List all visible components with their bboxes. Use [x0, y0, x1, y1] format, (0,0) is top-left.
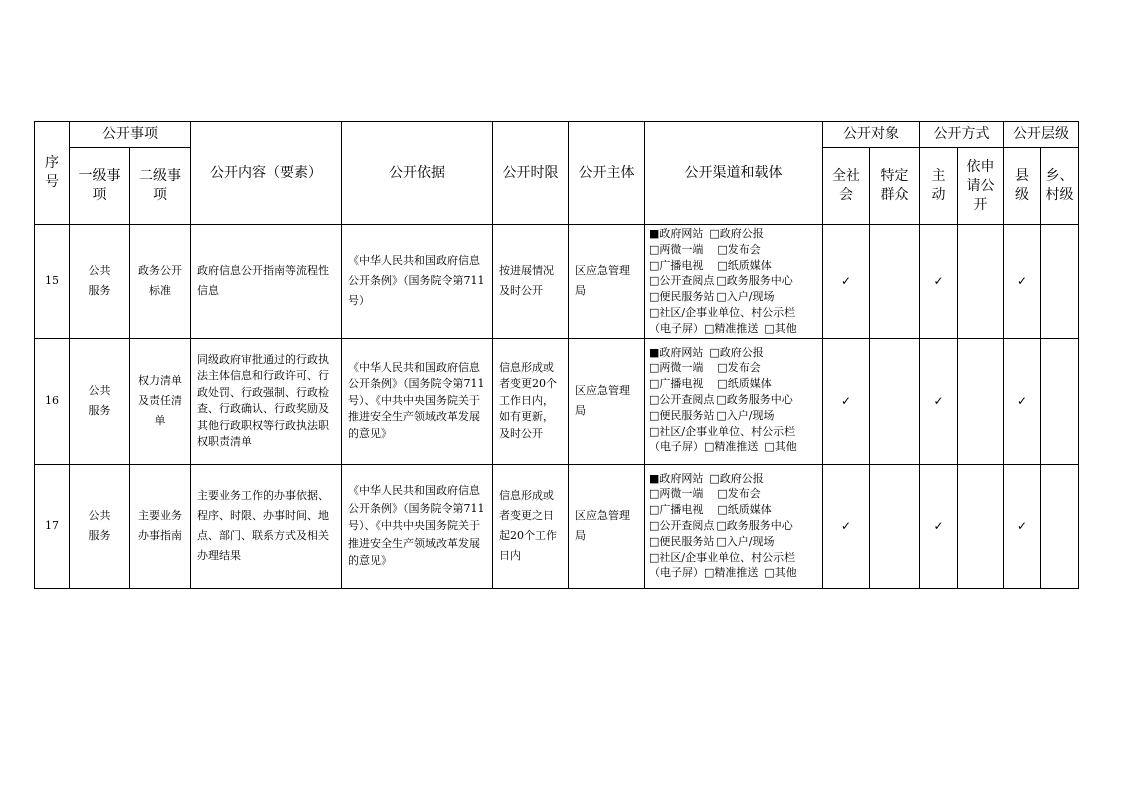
- row-time-limit: 信息形成或者变更之日起20个工作日内: [493, 464, 569, 588]
- channel-other: □其他: [764, 440, 797, 454]
- table-row: [35, 464, 1079, 588]
- channel-broadcast: □广播电视: [649, 258, 704, 272]
- check-aud-all: ✓: [823, 338, 870, 464]
- check-tier-town: [1041, 225, 1079, 339]
- row-content: 同级政府审批通过的行政执法主体信息和行政许可、行政处罚、行政强制、行政检查、行政确认、行政奖励及其他行政职权等行政执法职权职责清单: [191, 338, 342, 464]
- channel-gazette: □政府公报: [709, 227, 764, 240]
- channel-service-center: □政务服务中心: [716, 518, 793, 532]
- header-meth-active-text: 主动: [931, 168, 946, 203]
- disclosure-table: [34, 121, 1079, 589]
- header-method: 公开方式: [920, 122, 1004, 148]
- channel-reading-point: □公开查阅点: [649, 518, 715, 532]
- row-channel: [645, 338, 823, 464]
- check-meth-active: ✓: [920, 225, 958, 339]
- channel-service-station: □便民服务站: [649, 408, 715, 422]
- header-meth-apply-text: 依申请公开: [966, 158, 995, 213]
- channel-bulletin: □社区/企事业单位、村公示栏: [649, 305, 796, 319]
- header-tier-town-text: 乡、村级: [1045, 168, 1074, 203]
- header-subject: 公开主体: [569, 122, 645, 225]
- check-meth-apply: [958, 338, 1004, 464]
- header-seq: [35, 122, 70, 225]
- header-aud-specific-text: 特定群众: [880, 168, 909, 203]
- row-level1-text: 公共服务: [88, 509, 111, 543]
- check-aud-specific: [870, 225, 920, 339]
- row-seq: 17: [35, 464, 70, 588]
- row-basis: 《中华人民共和国政府信息公开条例》（国务院令第711号）、《中共中央国务院关于推进安全生产领域改革发展的意见》: [342, 338, 493, 464]
- check-meth-active: ✓: [920, 464, 958, 588]
- channel-onsite: □入户/现场: [716, 534, 775, 548]
- channel-print: □纸质媒体: [717, 503, 772, 517]
- header-aud-all-text: 全社会: [832, 168, 860, 203]
- channel-onsite: □入户/现场: [716, 290, 775, 304]
- row-subject: 区应急管理局: [569, 225, 645, 339]
- row-basis: 《中华人民共和国政府信息公开条例》（国务院令第711号）、《中共中央国务院关于推进安全生产领域改革发展的意见》: [342, 464, 493, 588]
- channel-print: □纸质媒体: [717, 258, 772, 272]
- row-seq: 15: [35, 225, 70, 339]
- channel-onsite: □入户/现场: [716, 408, 775, 422]
- check-tier-county: ✓: [1004, 464, 1041, 588]
- check-meth-apply: [958, 225, 1004, 339]
- row-level1: [70, 464, 130, 588]
- header-level2-text: 二级事项: [139, 168, 181, 203]
- channel-website: ■政府网站: [649, 227, 704, 240]
- check-aud-all: ✓: [823, 464, 870, 588]
- table-row: [35, 225, 1079, 339]
- channel-bulletin: □社区/企事业单位、村公示栏: [649, 550, 796, 564]
- header-level2: [130, 148, 191, 225]
- row-seq: 16: [35, 338, 70, 464]
- row-level1: [70, 338, 130, 464]
- channel-website: ■政府网站: [649, 471, 704, 485]
- channel-service-center: □政务服务中心: [716, 392, 793, 406]
- check-aud-all: ✓: [823, 225, 870, 339]
- row-time-limit: 信息形成或者变更20个工作日内，如有更新，及时公开: [493, 338, 569, 464]
- check-tier-town: [1041, 338, 1079, 464]
- header-tier: 公开层级: [1004, 122, 1079, 148]
- check-aud-specific: [870, 338, 920, 464]
- header-meth-apply: [958, 148, 1004, 225]
- channel-wechat-weibo: □两微一端: [649, 242, 704, 256]
- channel-reading-point: □公开查阅点: [649, 274, 715, 288]
- row-level2: [130, 338, 191, 464]
- channel-print: □纸质媒体: [717, 377, 772, 391]
- channel-push: （电子屏）□精准推送: [649, 440, 759, 454]
- channel-push: （电子屏）□精准推送: [649, 566, 759, 580]
- row-time-limit: 按进展情况及时公开: [493, 225, 569, 339]
- check-tier-county: ✓: [1004, 225, 1041, 339]
- channel-broadcast: □广播电视: [649, 377, 704, 391]
- channel-push: （电子屏）□精准推送: [649, 321, 759, 335]
- channel-gazette: □政府公报: [709, 345, 764, 359]
- channel-broadcast: □广播电视: [649, 503, 704, 517]
- channel-service-center: □政务服务中心: [716, 274, 793, 288]
- row-level2: [130, 225, 191, 339]
- channel-wechat-weibo: □两微一端: [649, 487, 704, 501]
- header-meth-active: [920, 148, 958, 225]
- row-subject: 区应急管理局: [569, 464, 645, 588]
- check-aud-specific: [870, 464, 920, 588]
- header-tier-town: [1041, 148, 1079, 225]
- row-level1: [70, 225, 130, 339]
- row-basis: 《中华人民共和国政府信息公开条例》（国务院令第711号）: [342, 225, 493, 339]
- header-content: 公开内容（要素）: [191, 122, 342, 225]
- channel-gazette: □政府公报: [709, 471, 764, 485]
- channel-press: □发布会: [717, 242, 761, 256]
- row-content: 主要业务工作的办事依据、程序、时限、办事时间、地点、部门、联系方式及相关办理结果: [191, 464, 342, 588]
- row-level1-text: 公共服务: [88, 264, 111, 298]
- check-meth-active: ✓: [920, 338, 958, 464]
- check-meth-apply: [958, 464, 1004, 588]
- header-audience: 公开对象: [823, 122, 920, 148]
- row-level2-text: 权力清单及责任清单: [138, 374, 182, 428]
- channel-reading-point: □公开查阅点: [649, 392, 715, 406]
- row-level1-text: 公共服务: [88, 384, 111, 418]
- channel-service-station: □便民服务站: [649, 290, 715, 304]
- table-row: [35, 338, 1079, 464]
- header-aud-specific: [870, 148, 920, 225]
- channel-press: □发布会: [717, 487, 761, 501]
- row-subject: 区应急管理局: [569, 338, 645, 464]
- row-level2: [130, 464, 191, 588]
- check-tier-town: [1041, 464, 1079, 588]
- channel-wechat-weibo: □两微一端: [649, 361, 704, 375]
- channel-bulletin: □社区/企事业单位、村公示栏: [649, 424, 796, 438]
- row-content: 政府信息公开指南等流程性信息: [191, 225, 342, 339]
- header-level1: [70, 148, 130, 225]
- row-level2-text: 主要业务办事指南: [138, 509, 182, 543]
- header-level1-text: 一级事项: [78, 168, 121, 203]
- header-channel: 公开渠道和载体: [645, 122, 823, 225]
- row-channel: [645, 464, 823, 588]
- header-tier-county: [1004, 148, 1041, 225]
- header-time-limit: 公开时限: [493, 122, 569, 225]
- row-level2-text: 政务公开标准: [138, 264, 182, 298]
- channel-service-station: □便民服务站: [649, 534, 715, 548]
- check-tier-county: ✓: [1004, 338, 1041, 464]
- header-basis: 公开依据: [342, 122, 493, 225]
- channel-other: □其他: [764, 566, 797, 580]
- row-channel: [645, 225, 823, 339]
- header-tier-county-text: 县级: [1015, 168, 1029, 203]
- channel-other: □其他: [764, 321, 797, 335]
- header-aud-all: [823, 148, 870, 225]
- channel-website: ■政府网站: [649, 345, 704, 359]
- header-seq-text: 序号: [45, 155, 59, 190]
- header-matter: 公开事项: [70, 122, 191, 148]
- channel-press: □发布会: [717, 361, 761, 375]
